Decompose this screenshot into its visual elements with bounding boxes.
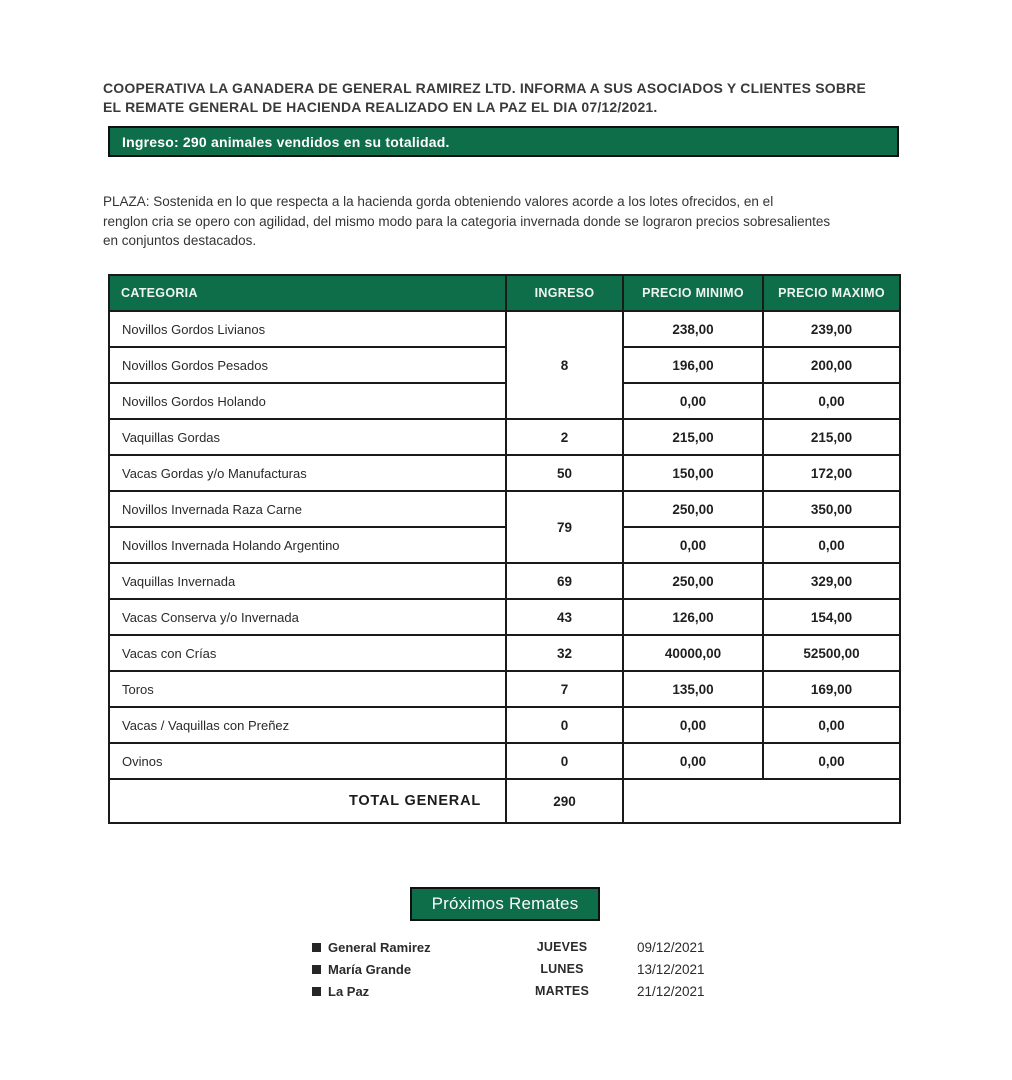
ingreso-banner-text: Ingreso: 290 animales vendidos en su totalidad. (122, 133, 450, 150)
cell-categoria: Vacas Conserva y/o Invernada (109, 599, 506, 635)
cell-categoria: Novillos Gordos Holando (109, 383, 506, 419)
remate-location-label: María Grande (328, 961, 412, 977)
table-row (109, 599, 900, 635)
ingreso-banner (108, 126, 899, 157)
cell-precio-minimo: 126,00 (623, 599, 763, 635)
remate-location (312, 984, 512, 999)
cell-ingreso: 32 (506, 635, 623, 671)
list-item (312, 936, 732, 958)
square-bullet-icon (312, 987, 321, 996)
cell-categoria: Novillos Gordos Pesados (109, 347, 506, 383)
cell-categoria: Novillos Invernada Holando Argentino (109, 527, 506, 563)
table-row (109, 311, 900, 347)
cell-ingreso: 50 (506, 455, 623, 491)
total-general-label: TOTAL GENERAL (109, 779, 506, 823)
cell-categoria: Vacas Gordas y/o Manufacturas (109, 455, 506, 491)
cell-precio-maximo: 239,00 (763, 311, 900, 347)
remate-location (312, 962, 512, 977)
intro-line-1: COOPERATIVA LA GANADERA DE GENERAL RAMIREZ LTD. INFORMA A SUS ASOCIADOS Y CLIENTES SOBRE (103, 80, 867, 96)
cell-categoria: Novillos Gordos Livianos (109, 311, 506, 347)
remate-day: LUNES (540, 962, 584, 976)
remate-date: 09/12/2021 (637, 939, 705, 955)
cell-precio-minimo: 0,00 (623, 707, 763, 743)
cell-precio-minimo: 0,00 (623, 743, 763, 779)
cell-ingreso: 69 (506, 563, 623, 599)
cell-ingreso: 8 (506, 311, 623, 419)
table-row (109, 491, 900, 527)
square-bullet-icon (312, 965, 321, 974)
table-row (109, 419, 900, 455)
table-header-row (109, 275, 900, 311)
table-row (109, 707, 900, 743)
cell-categoria: Vacas con Crías (109, 635, 506, 671)
intro-heading (103, 79, 913, 117)
cell-categoria: Novillos Invernada Raza Carne (109, 491, 506, 527)
cell-ingreso: 79 (506, 491, 623, 563)
cell-categoria: Vaquillas Invernada (109, 563, 506, 599)
cell-precio-minimo: 150,00 (623, 455, 763, 491)
cell-precio-minimo: 238,00 (623, 311, 763, 347)
cell-precio-maximo: 0,00 (763, 707, 900, 743)
cell-ingreso: 0 (506, 707, 623, 743)
remate-location-label: General Ramirez (328, 939, 431, 955)
cell-ingreso: 7 (506, 671, 623, 707)
cell-precio-maximo: 172,00 (763, 455, 900, 491)
cell-precio-minimo: 40000,00 (623, 635, 763, 671)
cell-precio-maximo: 154,00 (763, 599, 900, 635)
cell-precio-maximo: 0,00 (763, 383, 900, 419)
cell-precio-maximo: 350,00 (763, 491, 900, 527)
upcoming-remates-list (312, 936, 732, 1002)
remate-table (108, 274, 901, 824)
table-row (109, 635, 900, 671)
proximos-remates-banner (410, 887, 600, 921)
remate-day: MARTES (535, 984, 589, 998)
cell-precio-minimo: 215,00 (623, 419, 763, 455)
cell-ingreso: 43 (506, 599, 623, 635)
cell-precio-minimo: 0,00 (623, 383, 763, 419)
plaza-line-1: PLAZA: Sostenida en lo que respecta a la hacienda gorda obteniendo valores acorde a los lotes ofrecidos, en el (103, 194, 774, 209)
cell-precio-minimo: 196,00 (623, 347, 763, 383)
remate-location (312, 940, 512, 955)
col-header-categoria: CATEGORIA (109, 275, 506, 311)
cell-precio-maximo: 169,00 (763, 671, 900, 707)
cell-categoria: Vaquillas Gordas (109, 419, 506, 455)
table-row (109, 347, 900, 383)
table-row (109, 527, 900, 563)
cell-categoria: Ovinos (109, 743, 506, 779)
cell-precio-maximo: 215,00 (763, 419, 900, 455)
list-item (312, 980, 732, 1002)
table-total-row (109, 779, 900, 823)
table-row (109, 563, 900, 599)
cell-precio-minimo: 250,00 (623, 491, 763, 527)
remate-date: 13/12/2021 (637, 961, 705, 977)
cell-precio-maximo: 0,00 (763, 743, 900, 779)
cell-precio-minimo: 135,00 (623, 671, 763, 707)
plaza-line-3: en conjuntos destacados. (103, 233, 257, 248)
table-row (109, 671, 900, 707)
cell-precio-maximo: 329,00 (763, 563, 900, 599)
cell-precio-maximo: 52500,00 (763, 635, 900, 671)
cell-precio-maximo: 200,00 (763, 347, 900, 383)
total-ingreso-value: 290 (506, 779, 623, 823)
cell-precio-minimo: 0,00 (623, 527, 763, 563)
cell-categoria: Toros (109, 671, 506, 707)
col-header-ingreso: INGRESO (506, 275, 623, 311)
cell-precio-maximo: 0,00 (763, 527, 900, 563)
plaza-paragraph (103, 192, 933, 251)
total-green-cell (623, 779, 900, 823)
proximos-remates-title: Próximos Remates (431, 894, 579, 913)
remate-location-label: La Paz (328, 983, 370, 999)
col-header-precio-maximo: PRECIO MAXIMO (763, 275, 900, 311)
intro-line-2: EL REMATE GENERAL DE HACIENDA REALIZADO EN LA PAZ EL DIA 07/12/2021. (103, 99, 658, 115)
table-row (109, 455, 900, 491)
square-bullet-icon (312, 943, 321, 952)
table-row (109, 743, 900, 779)
cell-categoria: Vacas / Vaquillas con Preñez (109, 707, 506, 743)
cell-ingreso: 0 (506, 743, 623, 779)
table-row (109, 383, 900, 419)
cell-ingreso: 2 (506, 419, 623, 455)
col-header-precio-minimo: PRECIO MINIMO (623, 275, 763, 311)
remate-date: 21/12/2021 (637, 983, 705, 999)
cell-precio-minimo: 250,00 (623, 563, 763, 599)
plaza-line-2: renglon cria se opero con agilidad, del mismo modo para la categoria invernada donde se lograron precios sobresalientes (103, 213, 831, 229)
remate-day: JUEVES (536, 940, 588, 954)
list-item (312, 958, 732, 980)
